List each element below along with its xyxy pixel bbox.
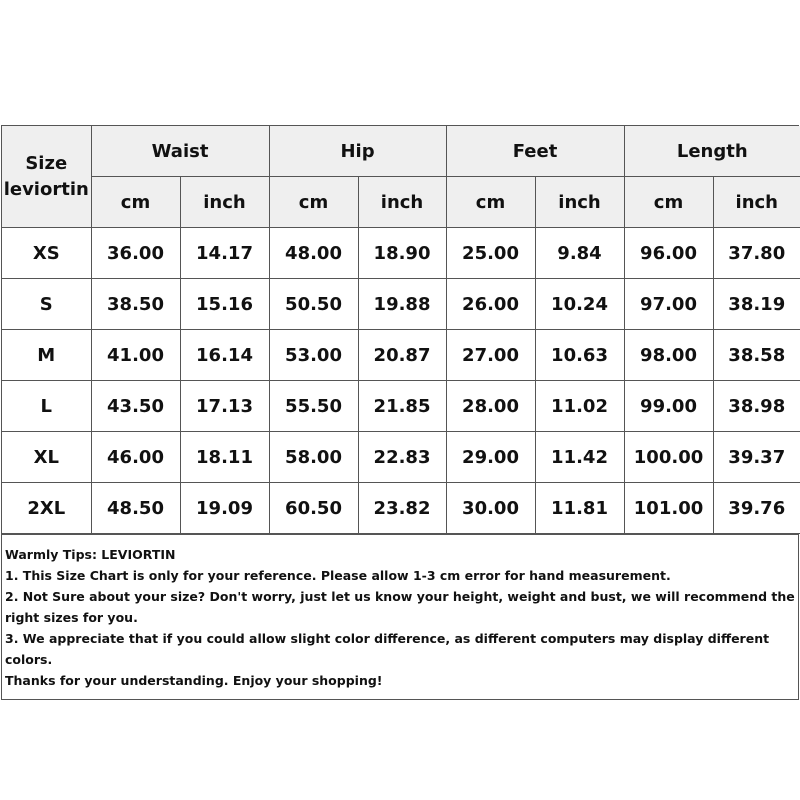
value-cell: 38.58	[713, 330, 800, 381]
unit-header-cm: cm	[91, 177, 180, 228]
value-cell: 36.00	[91, 228, 180, 279]
value-cell: 19.88	[358, 279, 446, 330]
group-header-length: Length	[624, 126, 800, 177]
size-header-line: Size	[25, 152, 68, 174]
unit-header-inch: inch	[180, 177, 269, 228]
value-cell: 48.00	[269, 228, 358, 279]
group-header-feet: Feet	[446, 126, 624, 177]
value-cell: 50.50	[269, 279, 358, 330]
value-cell: 43.50	[91, 381, 180, 432]
unit-header-inch: inch	[358, 177, 446, 228]
unit-header-inch: inch	[535, 177, 624, 228]
table-row	[2, 432, 800, 483]
value-cell: 98.00	[624, 330, 713, 381]
table-row	[2, 279, 800, 330]
value-cell: 15.16	[180, 279, 269, 330]
value-cell: 26.00	[446, 279, 535, 330]
value-cell: 11.02	[535, 381, 624, 432]
value-cell: 100.00	[624, 432, 713, 483]
size-cell: XS	[2, 228, 91, 279]
group-header-waist: Waist	[91, 126, 269, 177]
value-cell: 22.83	[358, 432, 446, 483]
size-cell: 2XL	[2, 483, 91, 534]
value-cell: 17.13	[180, 381, 269, 432]
value-cell: 97.00	[624, 279, 713, 330]
unit-header-inch: inch	[713, 177, 800, 228]
value-cell: 37.80	[713, 228, 800, 279]
group-header-row	[2, 126, 800, 177]
size-cell: L	[2, 381, 91, 432]
value-cell: 28.00	[446, 381, 535, 432]
value-cell: 16.14	[180, 330, 269, 381]
size-cell: S	[2, 279, 91, 330]
unit-header-cm: cm	[624, 177, 713, 228]
value-cell: 46.00	[91, 432, 180, 483]
value-cell: 29.00	[446, 432, 535, 483]
tips-line: 3. We appreciate that if you could allow slight color difference, as different computers may display different colors.	[5, 631, 770, 667]
value-cell: 41.00	[91, 330, 180, 381]
size-table	[2, 126, 800, 534]
size-rows	[2, 228, 800, 534]
value-cell: 21.85	[358, 381, 446, 432]
value-cell: 10.63	[535, 330, 624, 381]
value-cell: 9.84	[535, 228, 624, 279]
value-cell: 20.87	[358, 330, 446, 381]
unit-header-row	[2, 177, 800, 228]
value-cell: 10.24	[535, 279, 624, 330]
value-cell: 14.17	[180, 228, 269, 279]
value-cell: 39.76	[713, 483, 800, 534]
value-cell: 60.50	[269, 483, 358, 534]
value-cell: 11.81	[535, 483, 624, 534]
tips-line: 2. Not Sure about your size? Don't worry, just let us know your height, weight and bust, we will recommend the right sizes for you.	[5, 589, 795, 625]
value-cell: 38.19	[713, 279, 800, 330]
value-cell: 58.00	[269, 432, 358, 483]
value-cell: 48.50	[91, 483, 180, 534]
tips-line: 1. This Size Chart is only for your reference. Please allow 1-3 cm error for hand measurement.	[5, 568, 671, 583]
value-cell: 25.00	[446, 228, 535, 279]
unit-header-cm: cm	[446, 177, 535, 228]
value-cell: 101.00	[624, 483, 713, 534]
value-cell: 99.00	[624, 381, 713, 432]
size-cell: M	[2, 330, 91, 381]
value-cell: 18.90	[358, 228, 446, 279]
tips-section	[2, 534, 798, 699]
value-cell: 23.82	[358, 483, 446, 534]
value-cell: 27.00	[446, 330, 535, 381]
unit-header-cm: cm	[269, 177, 358, 228]
table-row	[2, 483, 800, 534]
value-cell: 19.09	[180, 483, 269, 534]
tips-line: Thanks for your understanding. Enjoy your shopping!	[5, 673, 383, 688]
table-row	[2, 381, 800, 432]
size-cell: XL	[2, 432, 91, 483]
table-row	[2, 330, 800, 381]
value-cell: 53.00	[269, 330, 358, 381]
value-cell: 38.50	[91, 279, 180, 330]
table-row	[2, 228, 800, 279]
size-column-header	[2, 126, 91, 228]
brand-header-line: leviortin	[3, 178, 89, 200]
value-cell: 18.11	[180, 432, 269, 483]
group-header-hip: Hip	[269, 126, 446, 177]
value-cell: 39.37	[713, 432, 800, 483]
value-cell: 55.50	[269, 381, 358, 432]
value-cell: 96.00	[624, 228, 713, 279]
value-cell: 38.98	[713, 381, 800, 432]
tips-title: Warmly Tips: LEVIORTIN	[5, 547, 176, 562]
value-cell: 30.00	[446, 483, 535, 534]
size-chart	[1, 125, 799, 700]
value-cell: 11.42	[535, 432, 624, 483]
